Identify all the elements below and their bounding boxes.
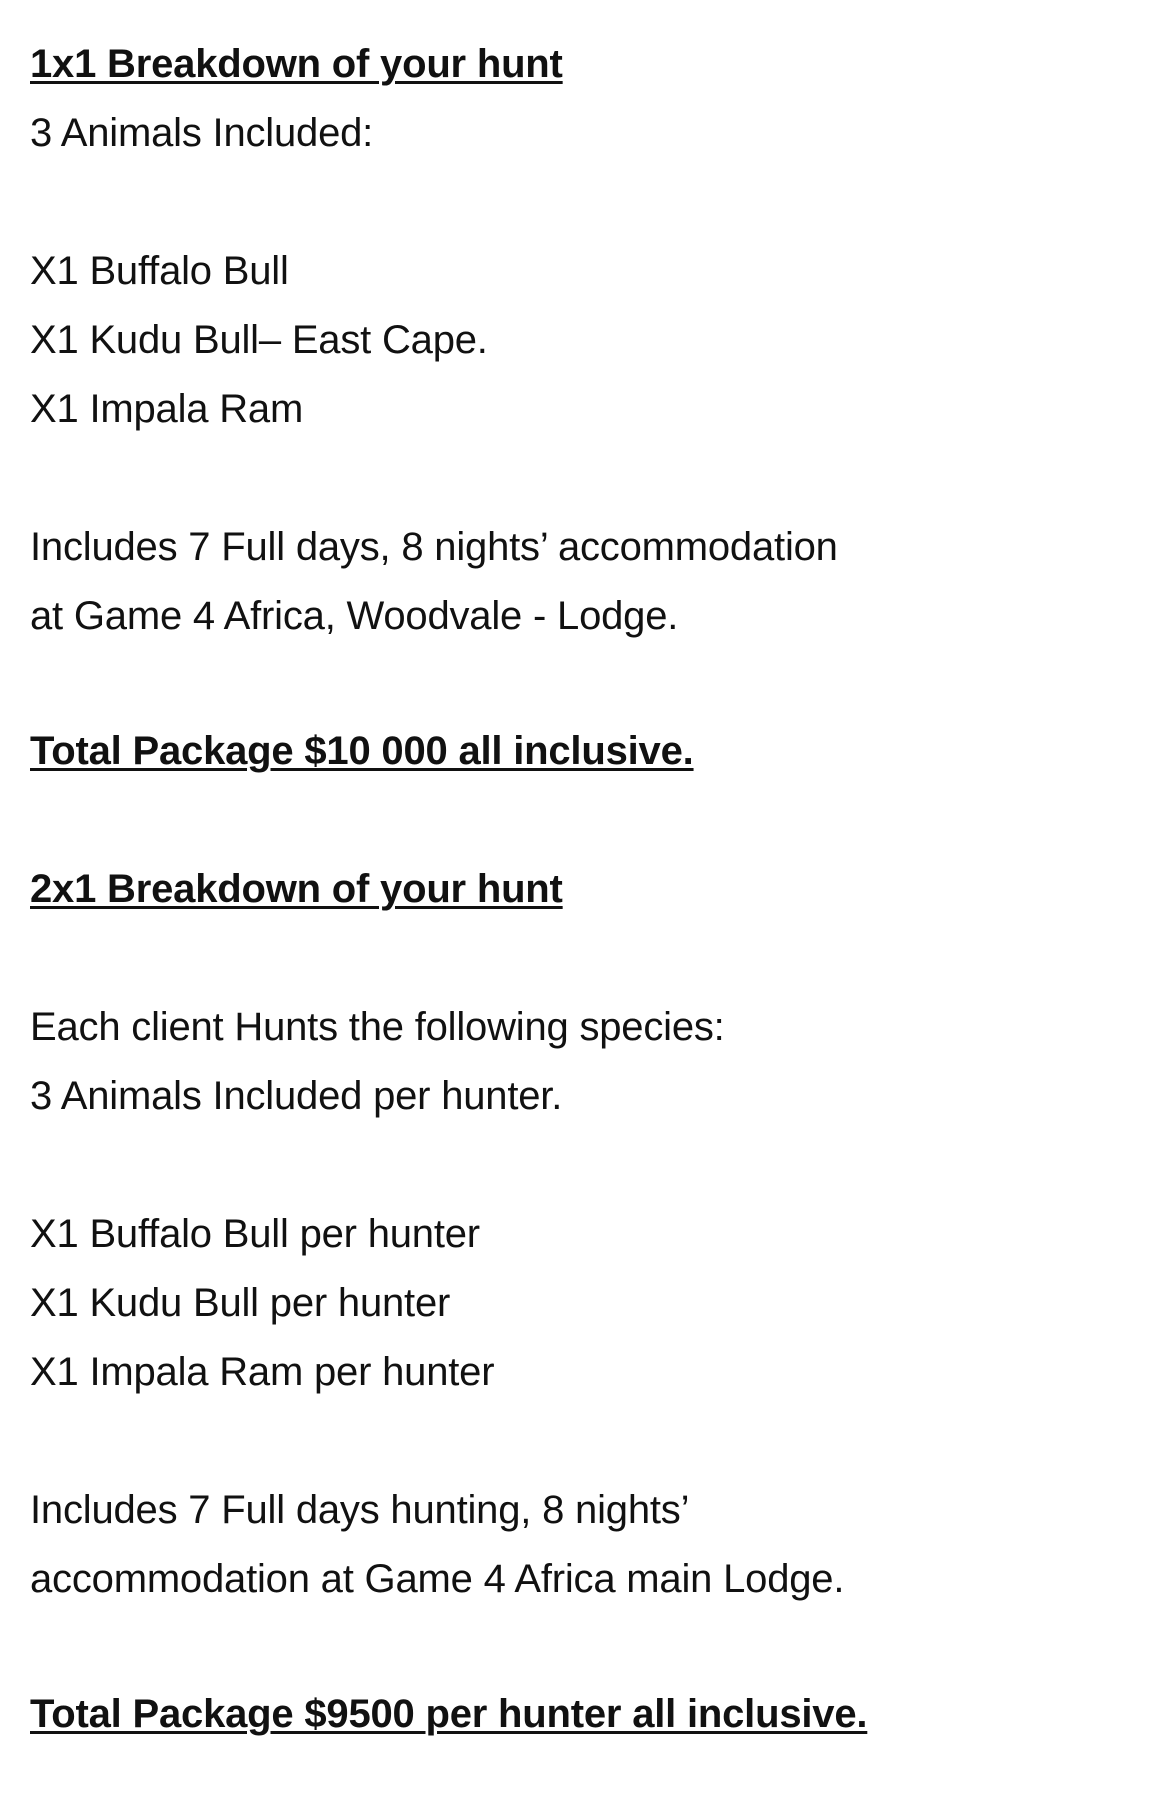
text-line: 3 Animals Included: <box>30 111 374 155</box>
text-line: X1 Buffalo Bull per hunter <box>30 1212 480 1256</box>
paragraph-gap <box>30 1614 1130 1680</box>
paragraph-gap <box>30 444 1130 513</box>
total-package-2x1: Total Package $9500 per hunter all inclusive. <box>30 1692 868 1736</box>
paragraph-gap <box>30 1131 1130 1200</box>
section-1x1-breakdown <box>30 30 1130 786</box>
paragraph-gap <box>30 168 1130 237</box>
section-gap <box>30 786 1130 855</box>
text-line: X1 Impala Ram <box>30 387 304 431</box>
text-line: 3 Animals Included per hunter. <box>30 1074 563 1118</box>
text-line: accommodation at Game 4 Africa main Lodge. <box>30 1557 845 1601</box>
text-line: at Game 4 Africa, Woodvale - Lodge. <box>30 594 679 638</box>
section-heading-1x1: 1x1 Breakdown of your hunt <box>30 42 563 86</box>
total-package-1x1: Total Package $10 000 all inclusive. <box>30 729 694 773</box>
paragraph-gap <box>30 924 1130 993</box>
paragraph-gap <box>30 651 1130 717</box>
section-2x1-breakdown <box>30 855 1130 1749</box>
section-heading-2x1: 2x1 Breakdown of your hunt <box>30 867 563 911</box>
paragraph-gap <box>30 1407 1130 1476</box>
text-line: X1 Buffalo Bull <box>30 249 289 293</box>
text-line: X1 Kudu Bull– East Cape. <box>30 318 488 362</box>
text-line: Each client Hunts the following species: <box>30 1005 725 1049</box>
text-line: X1 Kudu Bull per hunter <box>30 1281 451 1325</box>
text-line: Includes 7 Full days, 8 nights’ accommodation <box>30 525 838 569</box>
text-line: X1 Impala Ram per hunter <box>30 1350 495 1394</box>
text-line: Includes 7 Full days hunting, 8 nights’ <box>30 1488 690 1532</box>
